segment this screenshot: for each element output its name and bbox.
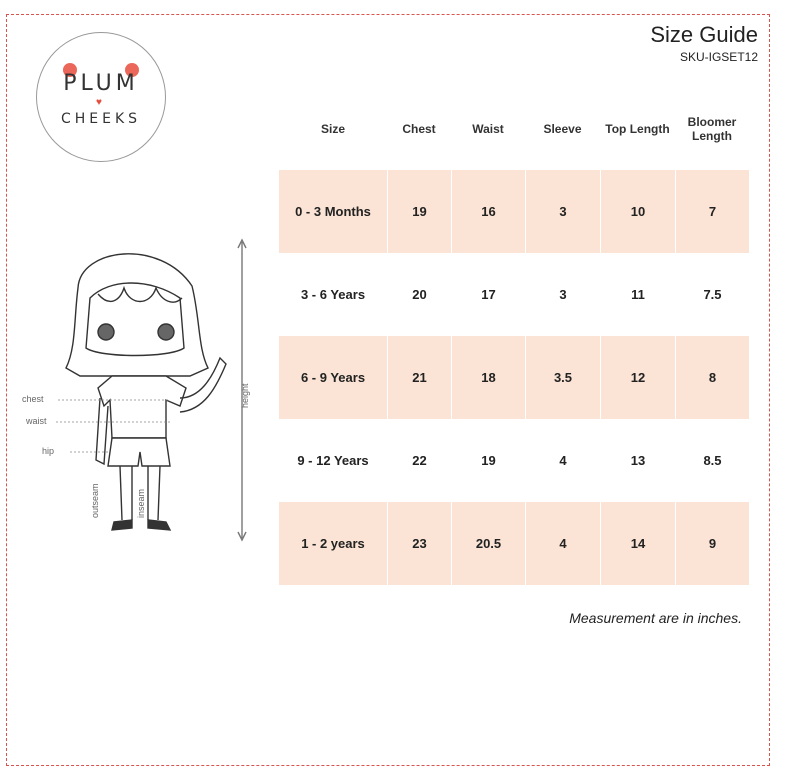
cell-sleeve: 3 — [525, 253, 600, 336]
cell-size: 6 - 9 Years — [279, 336, 387, 419]
cell-waist: 16 — [451, 170, 525, 253]
col-header-size: Size — [320, 122, 345, 136]
cell-top-length: 11 — [600, 253, 675, 336]
cell-sleeve: 4 — [525, 502, 600, 585]
cell-sleeve: 4 — [525, 419, 600, 502]
cell-bloomer-length: 7 — [675, 170, 749, 253]
cell-chest: 23 — [387, 502, 451, 585]
cell-chest: 21 — [387, 336, 451, 419]
table-row — [279, 170, 749, 253]
cell-waist: 17 — [451, 253, 525, 336]
label-outseam: outseam — [90, 483, 100, 518]
table-row — [279, 419, 749, 502]
cell-bloomer-length: 8.5 — [675, 419, 749, 502]
cell-bloomer-length: 9 — [675, 502, 749, 585]
cell-size: 1 - 2 years — [279, 502, 387, 585]
col-header-sleeve: Sleeve — [543, 122, 582, 136]
col-header-chest: Chest — [402, 122, 436, 136]
cell-sleeve: 3 — [525, 170, 600, 253]
cell-size: 0 - 3 Months — [279, 170, 387, 253]
child-measurement-illustration — [20, 228, 270, 548]
col-header-bloomer-length: Bloomer Length — [687, 115, 737, 143]
cell-size: 9 - 12 Years — [297, 453, 369, 468]
label-height: height — [240, 383, 250, 408]
page-title: Size Guide — [650, 22, 758, 47]
cell-top-length: 10 — [600, 170, 675, 253]
measurement-note: Measurement are in inches. — [569, 610, 742, 626]
col-header-top-length: Top Length — [605, 122, 670, 136]
brand-logo — [36, 32, 166, 162]
logo-heart-icon: ♥ — [96, 97, 102, 108]
label-inseam: inseam — [136, 488, 146, 518]
label-chest: chest — [22, 394, 44, 404]
logo-text-cheeks: CHEEKS — [60, 111, 142, 127]
cell-chest: 20 — [387, 253, 451, 336]
table-row — [279, 502, 749, 585]
label-waist: waist — [26, 416, 47, 426]
cell-waist: 18 — [451, 336, 525, 419]
cell-waist: 20.5 — [451, 502, 525, 585]
table-row — [279, 253, 749, 336]
cell-size: 3 - 6 Years — [300, 287, 366, 302]
label-hip: hip — [42, 446, 55, 456]
table-row — [279, 336, 749, 419]
cell-top-length: 13 — [600, 419, 675, 502]
cell-sleeve: 3.5 — [525, 336, 600, 419]
col-header-waist: Waist — [472, 122, 504, 136]
cell-bloomer-length: 8 — [675, 336, 749, 419]
logo-text-plum: PLUM — [63, 71, 139, 96]
size-table — [279, 104, 749, 585]
sku-label: SKU-IGSET12 — [679, 50, 758, 64]
cell-chest: 22 — [387, 419, 451, 502]
cell-bloomer-length: 7.5 — [675, 253, 749, 336]
cell-top-length: 14 — [600, 502, 675, 585]
table-header-row — [279, 104, 749, 154]
cell-top-length: 12 — [600, 336, 675, 419]
cell-waist: 19 — [451, 419, 525, 502]
cell-chest: 19 — [387, 170, 451, 253]
